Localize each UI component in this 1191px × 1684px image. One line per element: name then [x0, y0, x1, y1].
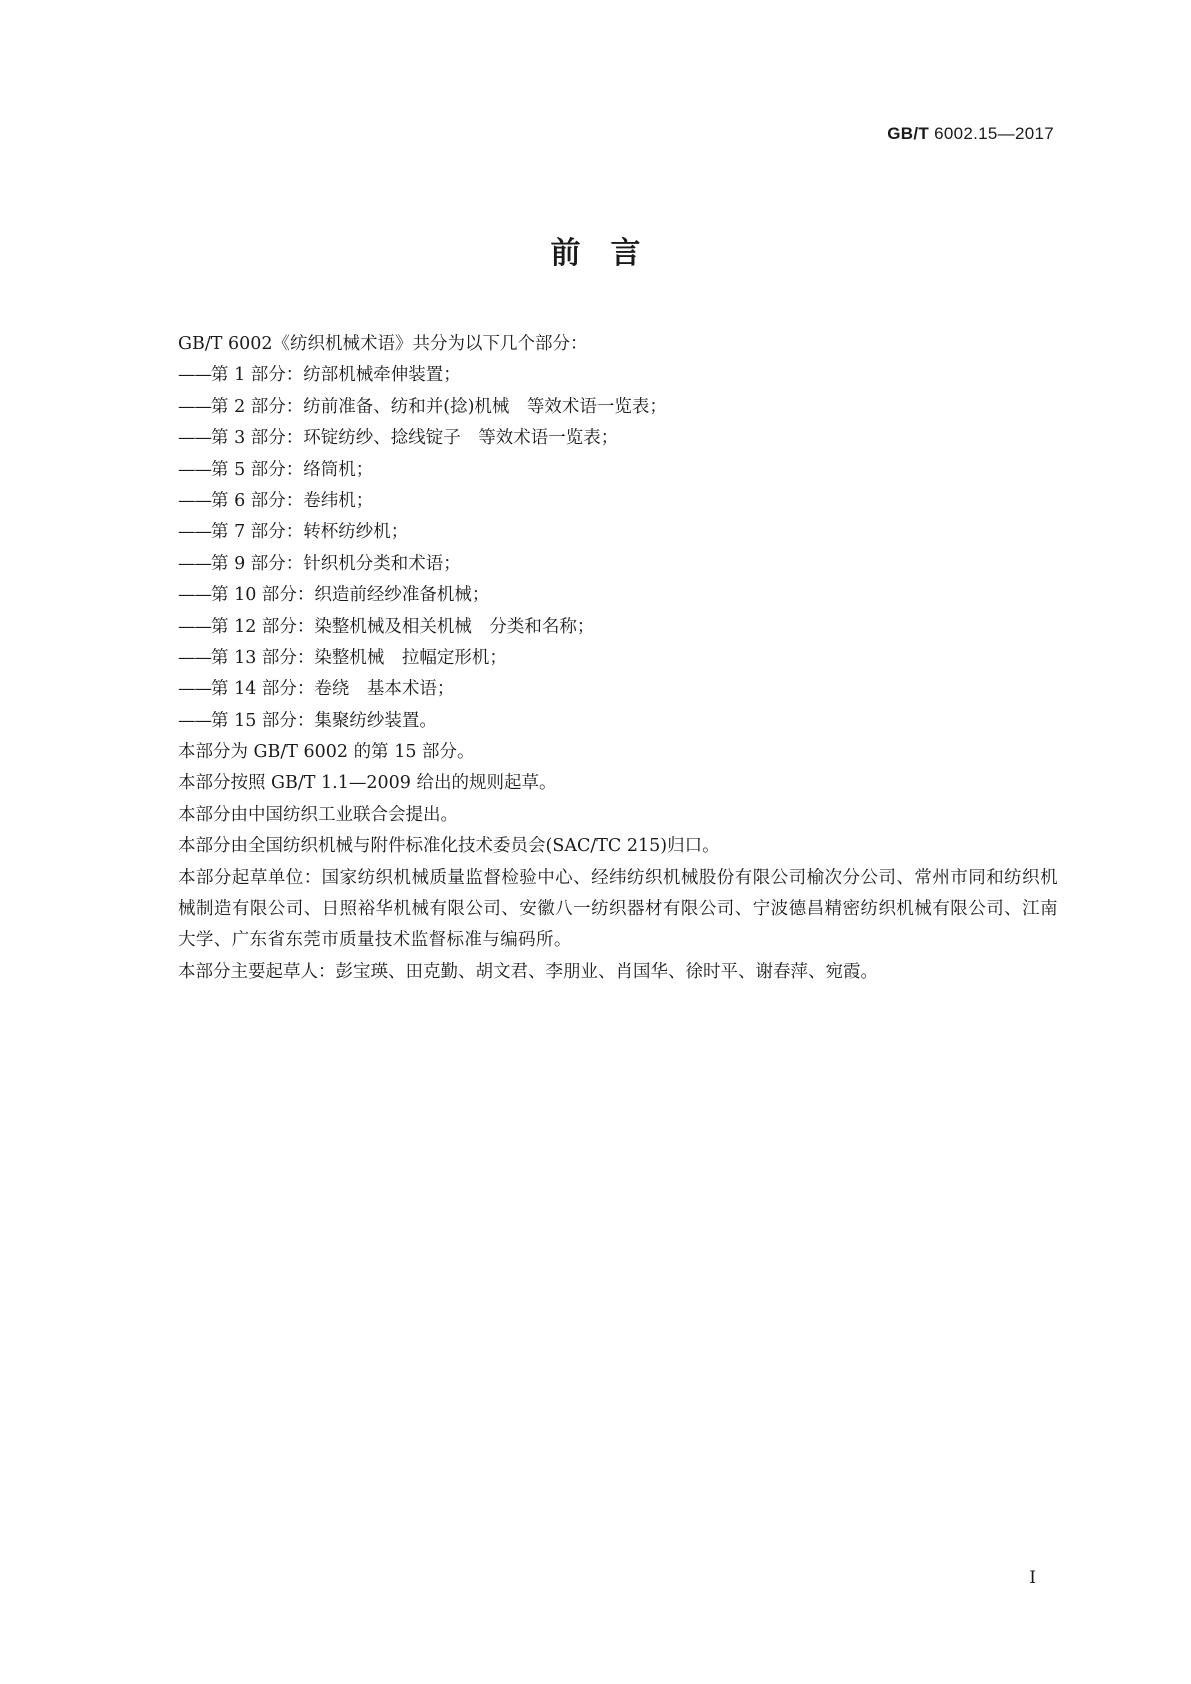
list-item [178, 580, 1058, 611]
list-item [178, 486, 1058, 517]
page-title: 前言 [550, 236, 671, 271]
list-item [178, 392, 1058, 423]
list-item [178, 455, 1058, 486]
dash: —— [178, 585, 211, 606]
list-item [178, 643, 1058, 674]
statement-proposer: 本部分由中国纺织工业联合会提出。 [178, 804, 458, 825]
statement-drafting-rules: 本部分按照 GB/T 1.1—2009 给出的规则起草。 [178, 773, 557, 794]
list-item-text: 第 1 部分：纺部机械牵伸装置； [211, 365, 461, 386]
list-item-text: 第 5 部分：络筒机； [211, 459, 374, 480]
standard-code [887, 124, 1054, 144]
dash: —— [178, 647, 211, 668]
dash: —— [178, 490, 211, 511]
standard-number: 6002.15—2017 [934, 124, 1054, 143]
list-item [178, 360, 1058, 391]
statement-part-number: 本部分为 GB/T 6002 的第 15 部分。 [178, 742, 475, 763]
list-item-text: 第 9 部分：针织机分类和术语； [211, 553, 461, 574]
intro-line: GB/T 6002《纺织机械术语》共分为以下几个部分： [178, 334, 588, 354]
dash: —— [178, 553, 211, 574]
list-item-text: 第 10 部分：织造前经纱准备机械； [211, 585, 490, 606]
list-item [178, 674, 1058, 705]
dash: —— [178, 522, 211, 543]
standard-prefix: GB/T [887, 124, 930, 143]
dash: —— [178, 396, 211, 417]
list-item [178, 706, 1058, 737]
list-item [178, 517, 1058, 548]
dash: —— [178, 428, 211, 449]
foreword-body [178, 329, 1058, 988]
statement-committee: 本部分由全国纺织机械与附件标准化技术委员会(SAC/TC 215)归口。 [178, 836, 720, 857]
list-item-text: 第 12 部分：染整机械及相关机械 分类和名称； [211, 616, 595, 637]
dash: —— [178, 616, 211, 637]
list-item-text: 第 2 部分：纺前准备、纺和并(捻)机械 等效术语一览表； [211, 396, 667, 417]
list-item-text: 第 3 部分：环锭纺纱、捻线锭子 等效术语一览表； [211, 428, 619, 449]
list-item-text: 第 15 部分：集聚纺纱装置。 [211, 710, 437, 731]
drafters-paragraph: 本部分主要起草人：彭宝瑛、田克勤、胡文君、李朋业、肖国华、徐时平、谢春萍、宛霞。 [178, 961, 878, 982]
dash: —— [178, 710, 211, 731]
list-item-text: 第 6 部分：卷纬机； [211, 490, 374, 511]
page-number: I [1029, 1568, 1036, 1588]
list-item [178, 423, 1058, 454]
dash: —— [178, 679, 211, 700]
list-item [178, 612, 1058, 643]
dash: —— [178, 365, 211, 386]
list-item-text: 第 14 部分：卷绕 基本术语； [211, 679, 455, 700]
list-item [178, 549, 1058, 580]
list-item-text: 第 7 部分：转杯纺纱机； [211, 522, 409, 543]
drafting-units-paragraph: 本部分起草单位：国家纺织机械质量监督检验中心、经纬纺织机械股份有限公司榆次分公司、常州市同和纺织机械制造有限公司、日照裕华机械有限公司、安徽八一纺织器材有限公司、宁波德昌精密纺织机械有限公司、江南大学、广东省东莞市质量技术监督标准与编码所。 [178, 867, 1058, 951]
dash: —— [178, 459, 211, 480]
list-item-text: 第 13 部分：染整机械 拉幅定形机； [211, 647, 507, 668]
